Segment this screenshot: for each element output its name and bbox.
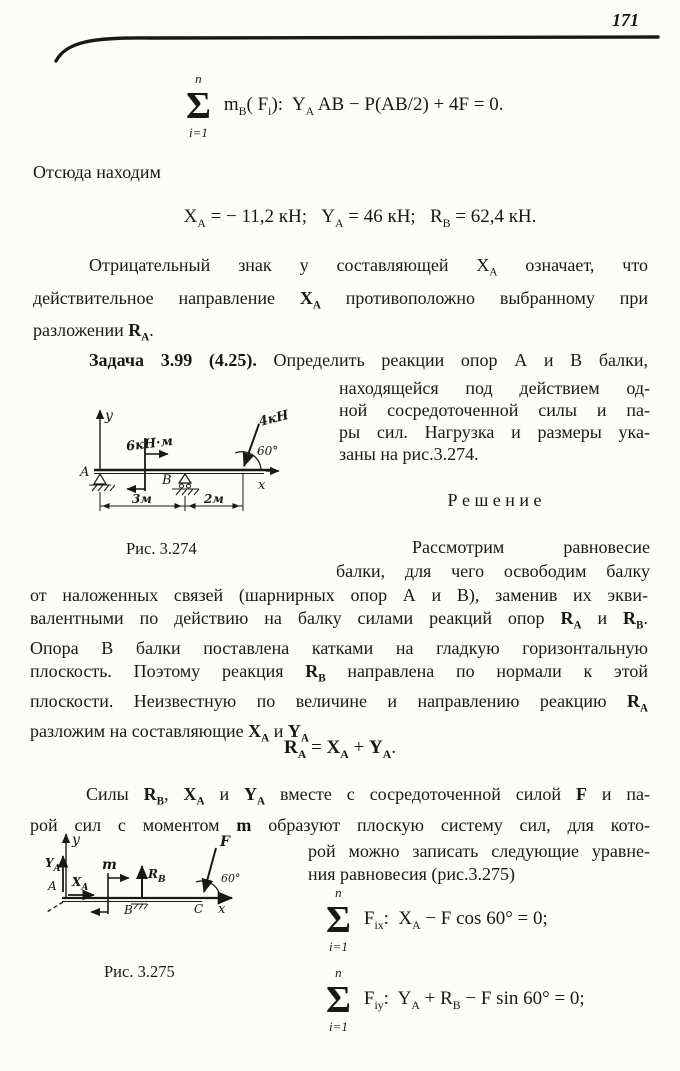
header-rule-line [56, 37, 658, 61]
point-a-label: A [80, 465, 90, 480]
dim-2m-label: 2м [204, 492, 224, 506]
text-line: Рассмотрим равновесие [412, 537, 650, 557]
sum-upper-limit: n [195, 71, 202, 86]
text-line: рой можно записать следующие уравне- [308, 841, 650, 861]
paragraph-negative-sign [33, 253, 648, 351]
text-line: разложим на составляющие $X_A$ и $Y_A$ [30, 721, 309, 745]
point-b-label: B [124, 903, 133, 917]
sum-symbol [326, 966, 351, 1034]
lead-in-text: Отсюда находим [33, 162, 161, 182]
formula-expression: $F_{iy}$: $Y_A + R_B - F$ sin 60° = 0; [363, 987, 585, 1012]
formula-moment-sum [186, 72, 504, 140]
formula-ra-decomposition: $R_A = X_A + Y_A$. [284, 737, 396, 761]
text-line: ной сосредоточенной силы и па- [339, 400, 650, 420]
figure-3-274 [58, 396, 298, 538]
xa-label: $X_A$ [72, 875, 89, 893]
text-line: плоскости. Неизвестную по величине и направлению реакцию $R_A$ [30, 691, 648, 715]
angle-label: 60° [221, 872, 241, 885]
sum-lower-limit: i=1 [188, 125, 208, 140]
text-line: ры сил. Нагрузка и размеры ука- [339, 422, 650, 442]
reaction-rb [123, 866, 166, 917]
sum-lower-limit: i=1 [328, 939, 348, 954]
x-axis-label: x [218, 902, 226, 917]
moment-label: 6кН·м [125, 434, 174, 455]
text-line: Опора В балки поставлена катками на гладкую горизонтальную [30, 638, 648, 658]
dim-3m-label: 3м [132, 492, 152, 506]
sum-symbol [186, 72, 211, 140]
text-line: разложении $R_A$. [33, 320, 154, 344]
axes-274 [100, 408, 266, 493]
sum-upper-limit: n [335, 965, 342, 980]
figure-caption: Рис. 3.275 [104, 962, 175, 981]
sigma-glyph: Σ [326, 979, 351, 1021]
page-number: 171 [612, 10, 639, 30]
equation-fiy [326, 966, 585, 1034]
text-line: плоскость. Поэтому реакция $R_B$ направлена по нормали к этой [30, 660, 648, 685]
paragraph-constraints [30, 584, 648, 751]
text-line: от наложенных связей (шарнирных опор А и В), заменив их экви- [30, 585, 648, 605]
figure-3-275 [44, 826, 296, 956]
ya-label: $Y_A$ [45, 856, 61, 874]
formula-expression: $F_{ix}$: $X_A - F$ cos 60° = 0; [363, 907, 548, 932]
solution-heading: Р е ш е н и е [447, 490, 542, 510]
text-line: рой сил с моментом m образуют плоскую систему сил, для кото- [30, 815, 650, 836]
text-line: находящейся под действием од- [339, 378, 650, 398]
force-f-label: F [220, 834, 230, 850]
task-heading-line: Задача 3.99 (4.25). Определить реакции опор А и В балки, [89, 350, 649, 370]
text-line: валентными по действию на балку силами реакций опор $R_A$ и $R_B$. [30, 607, 648, 632]
force-label: 4кН [257, 408, 291, 430]
task-right-column [339, 377, 650, 465]
sum-lower-limit: i=1 [328, 1019, 348, 1034]
figure-caption: Рис. 3.274 [126, 539, 197, 558]
result-values-line: $X_A$ = − 11,2 кН; $Y_A = 46$ кН; $R_B = 62,4$ кН. [183, 206, 537, 230]
x-axis-label: x [258, 478, 266, 493]
sum-upper-limit: n [335, 885, 342, 900]
force-4kn [235, 408, 291, 470]
formula-expression: $m_B$( $F_i$): $Y_A$ AB − P(AB/2) + 4F = 0. [223, 93, 504, 118]
point-a-label: A [48, 879, 57, 893]
equation-fix [326, 886, 548, 954]
text-line: ния равновесия (рис.3.275) [308, 864, 516, 884]
sum-symbol [326, 886, 351, 954]
angle-label: 60° [257, 444, 279, 458]
text-line: балки, для чего освободим балку [336, 561, 650, 581]
y-axis-label: y [105, 408, 113, 424]
roller-support-B [161, 473, 199, 495]
point-c-label: C [194, 902, 204, 916]
rb-label: $R_B$ [148, 867, 166, 885]
sigma-glyph: Σ [326, 899, 351, 941]
sigma-glyph: Σ [186, 85, 211, 127]
beam-274 [94, 470, 279, 474]
reaction-xa [47, 875, 94, 895]
header-rule [40, 30, 662, 66]
moment-m-label: m [102, 857, 117, 873]
y-axis-label: y [72, 832, 80, 848]
beam-275 [47, 898, 232, 912]
point-b-label: B [162, 473, 172, 488]
text-line: заны на рис.3.274. [339, 444, 479, 464]
text-line: Силы $R_B$, $X_A$ и $Y_A$ вместе с сосредоточенной силой F и па- [86, 784, 651, 808]
text-line: действительное направление $X_A$ противоположно выбранному при [33, 287, 648, 312]
text-line: Отрицательный знак у составляющей $X_A$ означает, что [89, 255, 648, 279]
